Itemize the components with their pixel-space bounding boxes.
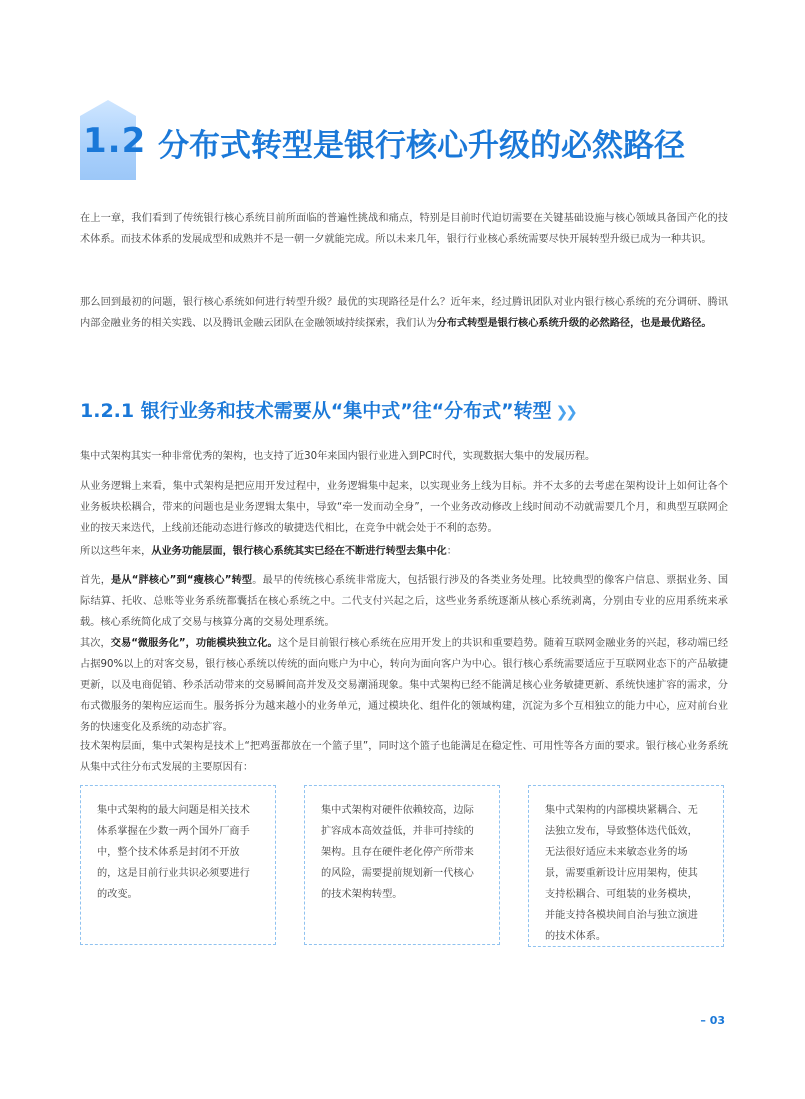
body-paragraph-6: 技术架构层面，集中式架构是技术上“把鸡蛋都放在一个篮子里”，同时这个篮子也能满足在稳定性、可用性等各方面的要求。银行核心业务系统从集中式往分布式发展的主要原因有：: [80, 741, 728, 773]
body-paragraph-3-suffix: ：: [446, 546, 457, 557]
body-paragraph-1: 集中式架构其实一种非常优秀的架构，也支持了近30年来国内银行业进入到PC时代，实现数据大集中的发展历程。: [80, 451, 596, 462]
body-paragraph-3-prefix: 所以这些年来，: [80, 546, 152, 557]
subsection-title: [80, 396, 575, 423]
body-paragraph-5-emphasis: 交易“微服务化”，功能模块独立化。: [110, 638, 278, 649]
subsection-title-text: 1.2.1 银行业务和技术需要从“集中式”往“分布式”转型: [80, 400, 552, 422]
intro-paragraph-2: [80, 292, 728, 334]
body-paragraph-4-text: 。最早的传统核心系统非常庞大，包括银行涉及的各类业务处理。比较典型的像客户信息、票据业务、国际结算、托收、总账等业务系统都囊括在核心系统之中。二代支付兴起之后，这些业务系统逐渐从核心系统剥离，分别由专业的应用系统来承载。核心系统简化成了交易与核算分离的交易处理系统。: [80, 575, 729, 628]
page-number: – 03: [700, 1014, 725, 1027]
body-paragraph-3: [80, 541, 728, 562]
body-paragraph-4-emphasis: 是从“胖核心”到“瘦核心”转型: [111, 575, 253, 586]
section-title: 分布式转型是银行核心升级的必然路径: [158, 128, 685, 164]
body-paragraph-5-text: 这个是目前银行核心系统在应用开发上的共识和重要趋势。随着互联网金融业务的兴起，移动端已经占据90%以上的对客交易，银行核心系统以传统的面向账户为中心，转向为面向客户为中心。银行核心系统需要适应于互联网业态下的产品敏捷更新，以及电商促销、秒杀活动带来的交易瞬间高并发及交易潮涌现象。集中式架构已经不能满足核心业务敏捷更新、系统快速扩容的需求，分布式微服务的架构应运而生。服务拆分为越来越小的业务单元，通过模块化、组件化的领域构建，沉淀为多个互相独立的能力中心，应对前台业务的快速变化及系统的动态扩容。: [80, 638, 729, 733]
body-paragraph-4: [80, 570, 728, 633]
intro-paragraph-2-text: 那么回到最初的问题，银行核心系统如何进行转型升级？最优的实现路径是什么？近年来，经过腾讯团队对业内银行核心系统的充分调研、腾讯内部金融业务的相关实践、以及腾讯金融云团队在金融领域持续探索，我们认为: [80, 297, 728, 329]
intro-paragraph-2-emphasis: 分布式转型是银行核心系统升级的必然路径，也是最优路径。: [436, 318, 712, 329]
body-paragraph-2: 从业务逻辑上来看，集中式架构是把应用开发过程中，业务逻辑集中起来，以实现业务上线为目标。并不太多的去考虑在架构设计上如何让各个业务板块松耦合，带来的问题也是业务逻辑太集中，导致“牵一发而动全身”，一个业务改动修改上线时间动不动就需要几个月，和典型互联网企业的按天来迭代，上线前还能动态进行修改的敏捷迭代相比，在竞争中就会处于不利的态势。: [80, 481, 728, 534]
double-chevron-icon: ❯❯: [555, 403, 575, 421]
intro-paragraph-1: 在上一章，我们看到了传统银行核心系统目前所面临的普遍性挑战和痛点，特别是目前时代迫切需要在关键基础设施与核心领域具备国产化的技术体系。而技术体系的发展成型和成熟并不是一朝一夕就能完成。所以未来几年，银行行业核心系统需要尽快开展转型升级已成为一种共识。: [80, 213, 728, 245]
body-paragraph-4-prefix: 首先，: [80, 575, 112, 586]
reason-box-2: 集中式架构对硬件依赖较高，边际扩容成本高效益低，并非可持续的架构。且存在硬件老化停产所带来的风险，需要提前规划新一代核心的技术架构转型。: [304, 785, 500, 945]
body-paragraph-3-emphasis: 从业务功能层面，银行核心系统其实已经在不断进行转型去集中化: [151, 546, 447, 557]
section-number: 1.2: [83, 121, 147, 161]
reason-box-3: 集中式架构的内部模块紧耦合、无法独立发布，导致整体迭代低效，无法很好适应未来敏态业务的场景，需要重新设计应用架构，使其支持松耦合、可组装的业务模块，并能支持各模块间自治与独立演进的技术体系。: [528, 785, 724, 947]
body-paragraph-5: [80, 633, 728, 738]
reason-box-1: 集中式架构的最大问题是相关技术体系掌握在少数一两个国外厂商手中，整个技术体系是封闭不开放的，这是目前行业共识必须要进行的改变。: [80, 785, 276, 945]
body-paragraph-5-prefix: 其次，: [80, 638, 111, 649]
